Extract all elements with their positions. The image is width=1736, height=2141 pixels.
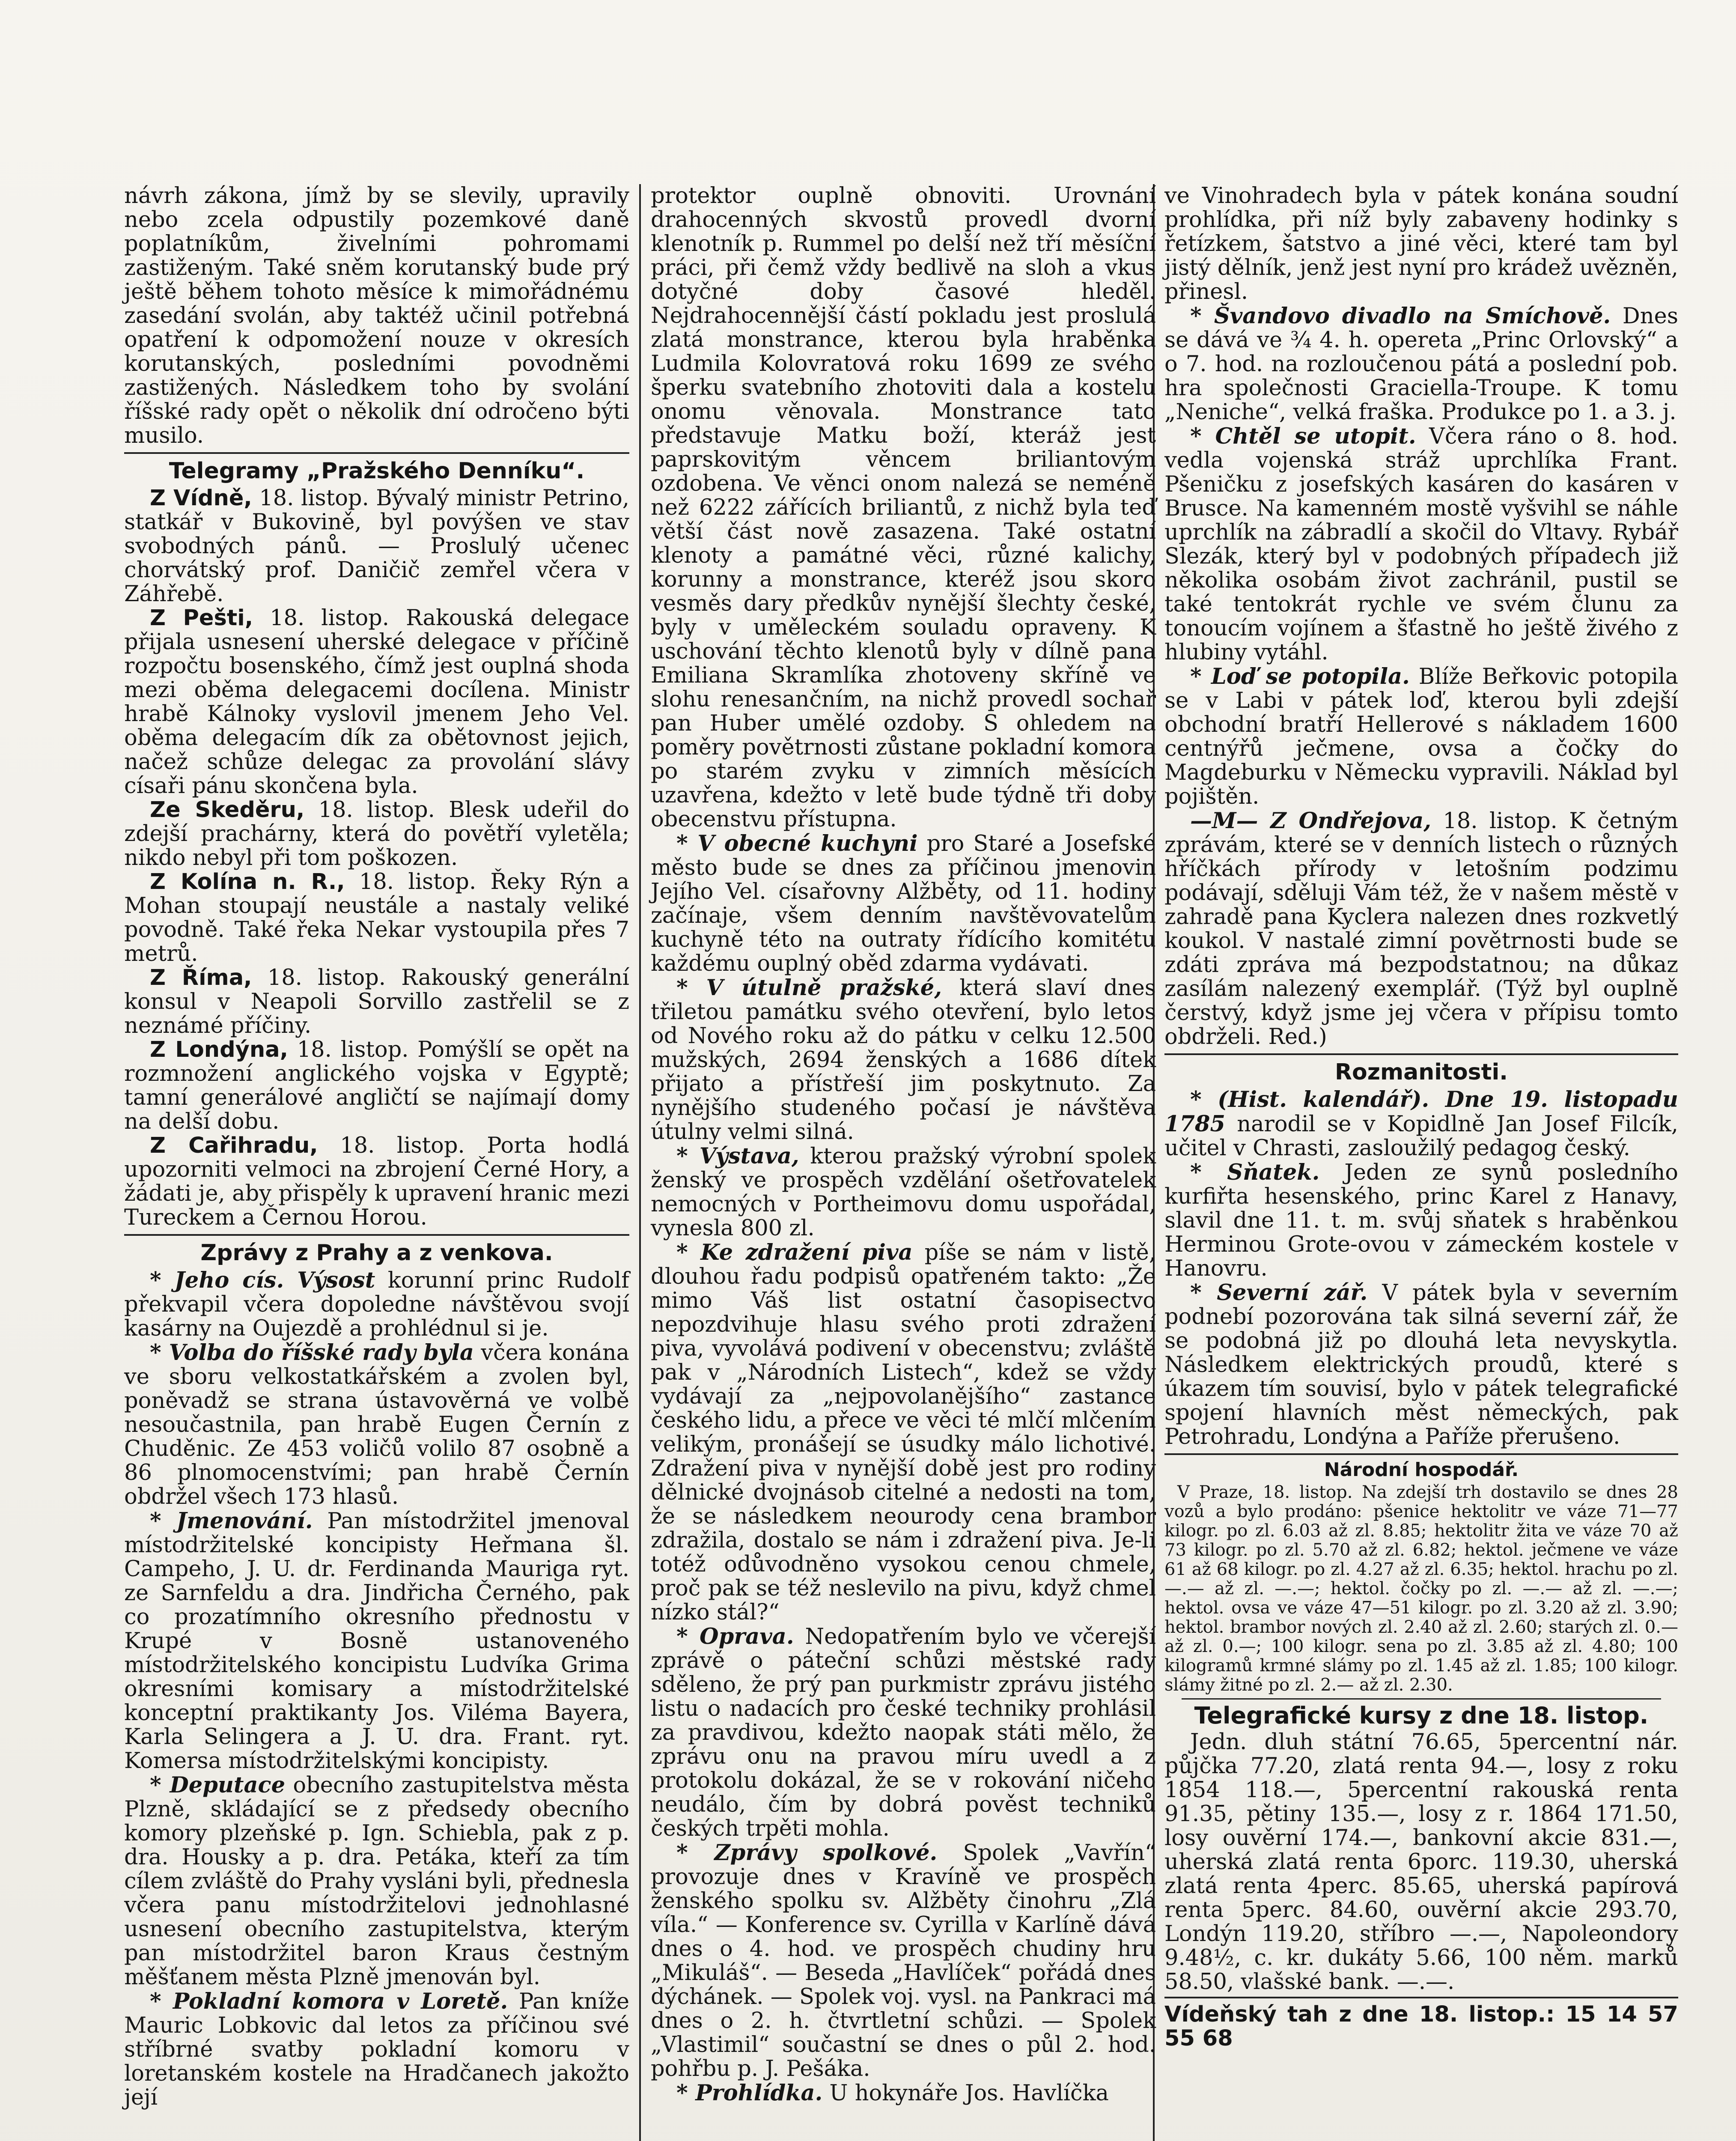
news-item — [1164, 424, 1678, 665]
news-item — [124, 1268, 629, 1341]
news-item — [651, 1625, 1156, 1841]
dateline: Z Vídně, — [150, 486, 252, 511]
news-text: U hokynáře Jos. Havlíčka — [829, 2081, 1109, 2106]
news-item — [124, 1989, 629, 2110]
telegram-text: 18. listop. Blesk udeřil do zdejší prachárny, která do povětří vyletěla; nikdo nebyl při tom poškozen. — [124, 797, 629, 871]
news-text: píše se nám v listě, dlouhou řadu podpisů opatřeném takto: „Že mimo Váš list ostatní časopisectvo nepozdvihuje hlasu svého proti zdražení piva, vyvolává podivení v obecenstvu; zvláště pak v „Národních Listech“, kdež se vždy vydávají za „nejpovolanějšího“ zastance českého lidu, a přece ve věci té mlčí mlčením velikým, pronášejí se úsudky málo lichotivé. Zdražení piva v nynější době jest pro rodiny dělnické dvojnásob citelné a nedosti na tom, že se následkem neourody cena brambor zdražila, dostalo se nám i zdražení piva. Je-li totéž odůvodněno vysokou cenou chmele, proč pak se též neslevilo na pivu, když chmel nízko stál?“ — [651, 1240, 1156, 1625]
news-item — [1164, 665, 1678, 809]
column-right — [1164, 184, 1678, 2051]
news-text: Spolek „Vavřín“ provozuje dnes v Kravíně ve prospěch ženského spolku sv. Alžběty činohru „Zlá víla.“ — Konference sv. Cyrilla v Karlíně dává dnes o 4. hod. ve prospěch chudiny hru „Mikuláš“. — Beseda „Havlíček“ pořádá dnes dýchánek. — Spolek voj. vysl. na Pankraci má dnes o 2. h. čtvrtletní schůzi. — Spolek „Vlastimil“ součastní se dnes o půl 2. hod. pohřbu p. J. Pešáka. — [651, 1840, 1156, 2081]
news-item — [124, 1341, 629, 1509]
news-text: Dnes se dává ve ¾ 4. h. opereta „Princ Orlovský“ a o 7. hod. na rozloučenou pátá a poslední pob. hra společnosti Graciella-Troupe. K tomu „Neniche“, velká fraška. Produkce po 1. a 3. j. — [1164, 304, 1678, 425]
section-rule — [1164, 1453, 1678, 1455]
news-title: —M— Z Ondřejova, — [1190, 808, 1431, 834]
exchange-heading: Telegrafické kursy z dne 18. listop. — [1194, 1702, 1649, 1729]
section-rule — [1164, 1053, 1678, 1055]
news-text: Pan kníže Mauric Lobkovic dal letos za příčinou své stříbrné svatby pokladní komoru v loretanském kostele na Hradčanech jakožto její — [124, 1989, 629, 2110]
dateline: Ze Skeděru, — [150, 797, 305, 823]
news-title: * Švandovo divadlo na Smíchově. — [1190, 303, 1611, 329]
economy-heading: Národní hospodář. — [1324, 1459, 1519, 1481]
telegram-text: 18. listop. Porta hodlá upozorniti velmoci na zbrojení Černé Hory, a žádati je, aby přispěly k upravení hranic mezi Tureckem a Černou Horou. — [124, 1133, 629, 1230]
news-title: * Ke zdražení piva — [676, 1240, 913, 1265]
continuation-paragraph: protektor ouplně obnoviti. Urovnání drahocenných skvostů provedl dvorní klenotník p. Rummel po delší než tří měsíční práci, při čemž vždy bedlivě na sloh a vkus dotyčné doby časové hleděl. Nejdrahocennější částí pokladu jest proslulá zlatá monstrance, kterou byla hraběnka Ludmila Kolovratová roku 1699 ze svého šperku svatebního zhotoviti dala a kostelu onomu věnovala. Monstrance tato představuje Matku boží, kteráž jest paprskovitým věncem briliantovým ozdobena. Ve věnci onom nalezá se neméně než 6222 zářících briliantů, z nichž byla teď větší část nově zasazena. Také ostatní klenoty a památné věci, různé kalichy, korunny a monstrance, kteréž jsou skoro vesměs dary předkův nynější šlechty české, byly v uměleckém souladu opraveny. K uschování těchto klenotů byly v dílně pana Emiliana Skramlíka zhotoveny skříně ve slohu renesančním, na nichž provedl sochař pan Huber umělé ozdoby. S ohledem na poměry povětrnosti zůstane pokladní komora po starém zvyku v zimních měsících uzavřena, kdežto v letě bude týdně tři doby obecenstvu přístupna. — [651, 183, 1156, 832]
news-title: * V obecné kuchyni — [676, 831, 918, 856]
exchange-rates: Jedn. dluh státní 76.65, 5percentní nár. půjčka 77.20, zlatá renta 94.—, losy z roku 1854 118.—, 5percentní rakouská renta 91.35, pětiny 135.—, losy z r. 1864 171.50, losy ouvěrní 174.—, bankovní akcie 831.—, uherská zlatá renta 6porc. 119.30, uherská zlatá renta 4perc. 85.65, uherská papírová renta 5perc. 84.60, ouvěrní akcie 293.70, Londýn 119.20, stříbro —.—, Napoleondory 9.48½, c. kr. dukáty 5.66, 100 něm. marků 58.50, vlašské bank. —.—. — [1164, 1729, 1678, 1995]
lottery-result: Vídeňský tah z dne 18. listop.: 15 14 57 55 68 — [1164, 2002, 1678, 2051]
section-rule — [1164, 1997, 1678, 1998]
news-item — [1164, 1160, 1678, 1281]
news-title: * V útulně pražské, — [676, 975, 942, 1001]
news-text: V pátek byla v severním podnebí pozorována tak silná severní zář, že se podobná již po dlouhá leta nevyskytla. Následkem elektrických proudů, které s úkazem tím souvisí, bylo v pátek telegrafické spojení hlavních měst německých, pak Petrohradu, Londýna a Paříže přerušeno. — [1164, 1280, 1678, 1449]
news-text: korunní princ Rudolf překvapil včera dopoledne návštěvou svojí kasárny na Oujezdě a prohlédnul si je. — [124, 1268, 629, 1341]
misc-heading: Rozmanitosti. — [1334, 1059, 1508, 1085]
news-item — [1164, 1088, 1678, 1160]
telegram-london — [124, 1038, 629, 1134]
news-item — [651, 1240, 1156, 1625]
news-item — [651, 2081, 1156, 2105]
telegram-text: 18. listop. Bývalý ministr Petrino, statkář v Bukovině, byl povýšen ve stav svobodných pánů. — Proslulý učenec chorvátský prof. Daničič zemřel včera v Záhřebě. — [124, 486, 630, 607]
news-title: * Sňatek. — [1190, 1160, 1320, 1185]
news-title: * Deputace — [150, 1772, 286, 1798]
section-rule — [124, 1234, 629, 1236]
news-item — [651, 832, 1156, 976]
news-text: Blíže Beřkovic potopila se v Labi v pátek loď, kterou byli zdejší obchodní bratří Hellerové s nákladem 1600 centnýřů ječmene, ovsa a čočky do Magdeburku v Německu vypravili. Náklad byl pojištěn. — [1164, 664, 1679, 809]
news-title: * Chtěl se utopit. — [1190, 423, 1416, 449]
column-left — [124, 184, 629, 2110]
dateline: Z Říma, — [150, 965, 252, 990]
news-item — [1164, 304, 1678, 424]
news-title: * Loď se potopila. — [1190, 664, 1410, 689]
news-text: kterou pražský výrobní spolek ženský ve prospěch vzdělání ošetřovatelek nemocných v Portheimovu domu uspořádal, vynesla 800 zl. — [651, 1144, 1156, 1241]
news-title: * Oprava. — [676, 1624, 794, 1649]
news-text: obecního zastupitelstva města Plzně, skládající se z předsedy obecního komory plzeňské p. Ign. Schiebla, pak z p. dra. Housky a p. dra. Petáka, kteří za tím cílem zvláště do Prahy vysláni byli, přednesla včera panu místodržitelovi jednohlasné usnesení obecního zastupitelstva, kterým pan místodržitel baron Kraus čestným měšťanem města Plzně jmenován byl. — [124, 1773, 629, 1990]
telegram-constantinople — [124, 1134, 629, 1230]
telegram-koln — [124, 870, 629, 966]
news-text: 18. listop. K četným zprávám, které se v denních listech o různých hříčkách přírody v letošním podzimu podávají, sděluji Vám též, že v našem městě v zahradě pana Kyclera nalezen dnes rozkvetlý koukol. V nastalé zimní povětrnosti bude se zdáti zpráva má bezpodstatnou; na důkaz zasílám nalezený exemplář. (Týž byl ouplně čerstvý, když jsme jej včera v přípisu tomto obdrželi. Red.) — [1164, 808, 1678, 1050]
news-title: * Výstava, — [676, 1143, 799, 1169]
telegram-skeder — [124, 798, 629, 870]
news-title: * Pokladní komora v Loretě. — [150, 1989, 508, 2014]
news-title: * Volba do říšské rady byla — [150, 1340, 474, 1366]
news-text: včera konána ve sboru velkostatkářském a zvolen byl, poněvadž se strana ústavověrná ve volbě nesoučastnila, pan hrabě Eugen Černín z Chuděnic. Ze 453 voličů volilo 87 osobně a 86 plnomocenstvími; pan hrabě Černín obdržel všech 173 hlasů. — [124, 1340, 630, 1509]
telegram-text: 18. listop. Rakouský generální konsul v Neapoli Sorvillo zastřelil se z neznámé příčiny. — [124, 965, 629, 1038]
news-text: která slaví dnes třiletou památku svého otevření, bylo letos od Nového roku až do pátku v celku 12.500 mužských, 2694 ženských a 1686 dítek přijato a přístřeší jim poskytnuto. Za nynějšího studeného počasí je návštěva útulny velmi silná. — [651, 975, 1156, 1145]
telegram-text: 18. listop. Rakouská delegace přijala usnesení uherské delegace v příčině rozpočtu bosenského, čímž jest ouplná shoda mezi oběma delegacemi docílena. Ministr hrabě Kálnoky vyslovil jmenem Jeho Vel. oběma delegacím dík za obětovnost jejich, načež schůze delegac za provolání slávy císaři pánu skončena byla. — [124, 605, 630, 799]
news-title: * Zprávy spolkové. — [676, 1840, 938, 1866]
news-title: * Jmenování. — [150, 1508, 313, 1534]
continuation-paragraph: ve Vinohradech byla v pátek konána soudní prohlídka, při níž byly zabaveny hodinky s řetízkem, šatstvo a jiné věci, které tam byl jistý dělník, jenž jest nyní pro krádež uvězněn, přinesl. — [1164, 183, 1678, 304]
news-item — [1164, 1281, 1678, 1449]
economy-report — [1164, 1483, 1678, 1695]
section-rule — [1182, 1698, 1661, 1700]
dateline: Z Cařihradu, — [150, 1133, 318, 1158]
telegram-text: 18. listop. Řeky Rýn a Mohan stoupají neustále a nastaly veliké povodně. Také řeka Nekar vystoupila přes 7 metrů. — [124, 869, 629, 966]
news-item — [651, 976, 1156, 1144]
news-item — [124, 1509, 629, 1773]
telegram-vienna — [124, 486, 629, 606]
section-rule — [124, 452, 629, 454]
news-title: * Jeho cís. Výsost — [150, 1267, 375, 1293]
news-text: Pan místodržitel jmenoval místodržitelské koncipisty Heřmana šl. Campeho, J. U. dr. Ferdinanda Mauriga ryt. ze Sarnfeldu a dra. Jindřicha Černého, pak co prozatímního okresního přednostu v Krupé v Bosně ustanoveného místodržitelského koncipistu Ludvíka Grima okresními komisary a místodržitelské konceptní praktikanty Jos. Viléma Bayera, Karla Selingera a J. U. dra. Frant. ryt. Komersa místodržitelskými koncipisty. — [124, 1509, 630, 1774]
news-text: pro Staré a Josefské město bude se dnes za příčinou jmenovin Jejího Vel. císařovny Alžběty, od 11. hodiny začínaje, všem denním navštěvovatelům kuchyně této na outraty řídícího komitétu každému ouplný oběd zdarma vydávati. — [651, 831, 1156, 976]
news-item — [651, 1841, 1156, 2081]
news-text: Jeden ze synů posledního kurfiřta hesenského, princ Karel z Hanavy, slavil dne 11. t. m. svůj sňatek s hraběnkou Herminou Grote-ovou v zámeckém kostele v Hanovru. — [1164, 1160, 1678, 1281]
column-divider — [639, 184, 641, 2141]
news-heading: Zprávy z Prahy a z venkova. — [200, 1240, 553, 1266]
news-title: * Severní zář. — [1190, 1280, 1368, 1306]
telegrams-heading: Telegramy „Pražského Denníku“. — [169, 458, 585, 484]
news-title: * (Hist. kalendář). Dne 19. listopadu 1785 — [1164, 1087, 1678, 1137]
news-item — [124, 1773, 629, 1989]
economy-text: V Praze, 18. listop. Na zdejší trh dostavilo se dnes 28 vozů a bylo prodáno: pšenice hektolitr ve váze 71—77 kilogr. po zl. 6.03 až zl. 8.85; hektolitr žita ve váze 70 až 73 kilogr. po zl. 5.70 až zl. 6.82; hektol. ječmene ve váze 61 až 68 kilogr. po zl. 4.27 až zl. 6.35; hektol. hrachu po zl. —.— až zl. —.—; hektol. čočky po zl. —.— až zl. —.—; hektol. ovsa ve váze 47—51 kilogr. po zl. 3.20 až zl. 3.90; hektol. brambor nových zl. 2.40 až zl. 2.60; starých zl. 0.— až zl. 0.—; 100 kilogr. sena po zl. 3.85 až zl. 4.80; 100 kilogramů krmné slámy po zl. 1.45 až zl. 1.85; 100 kilogr. slámy žitné po zl. 2.— až zl. 2.30. — [1164, 1482, 1678, 1695]
news-title: * Prohlídka. — [676, 2080, 823, 2106]
news-text: narodil se v Kopidlně Jan Josef Filcík, učitel v Chrasti, zasloužilý pedagog český. — [1164, 1112, 1678, 1161]
intro-paragraph: návrh zákona, jímž by se slevily, upravily nebo zcela odpustily pozemkové daně poplatníkům, živelními pohromami zastiženým. Také sněm korutanský bude prý ještě během tohoto měsíce k mimořádnému zasedání svolán, aby taktéž učinil potřebná opatření k odpomožení nouze v okresích korutanských, posledními povodněmi zastižených. Následkem toho by svolání říšské rady opět o několik dní odročeno býti musilo. — [124, 183, 629, 448]
dateline: Z Pešti, — [150, 605, 253, 631]
column-middle — [651, 184, 1156, 2105]
news-item — [651, 1144, 1156, 1240]
telegram-pest — [124, 606, 629, 798]
news-text: Nedopatřením bylo ve včerejší zprávě o páteční schůzi městské rady sděleno, že prý pan purkmistr zprávu jistého listu o nadacích pro české techniky prohlásil za pravdivou, kdežto naopak státi mělo, že zprávu onu na pravou míru uvedl a z protokolu dokázal, že se v rokování ničeho neudálo, čím by dobrá pověst techniků českých trpěti mohla. — [651, 1624, 1156, 1841]
news-text: Včera ráno o 8. hod. vedla vojenská stráž uprchlíka Frant. Pšeničku z josefských kasáren do kasáren v Brusce. Na kamenném mostě vyšvihl se náhle uprchlík na zábradlí a skočil do Vltavy. Rybář Slezák, který byl v podobných případech již několika osobám život zachránil, pustil se také tentokrát rychle ve svém člunu za tonoucím vojínem a šťastně ho ještě živého z hlubiny vytáhl. — [1164, 424, 1678, 665]
telegram-rome — [124, 966, 629, 1038]
telegram-text: 18. listop. Pomýšlí se opět na rozmnožení anglického vojska v Egyptě; tamní generálové angličtí se najímají domy na delší dobu. — [124, 1037, 629, 1134]
dateline: Z Londýna, — [150, 1037, 288, 1062]
news-item — [1164, 809, 1678, 1049]
dateline: Z Kolína n. R., — [150, 869, 345, 895]
